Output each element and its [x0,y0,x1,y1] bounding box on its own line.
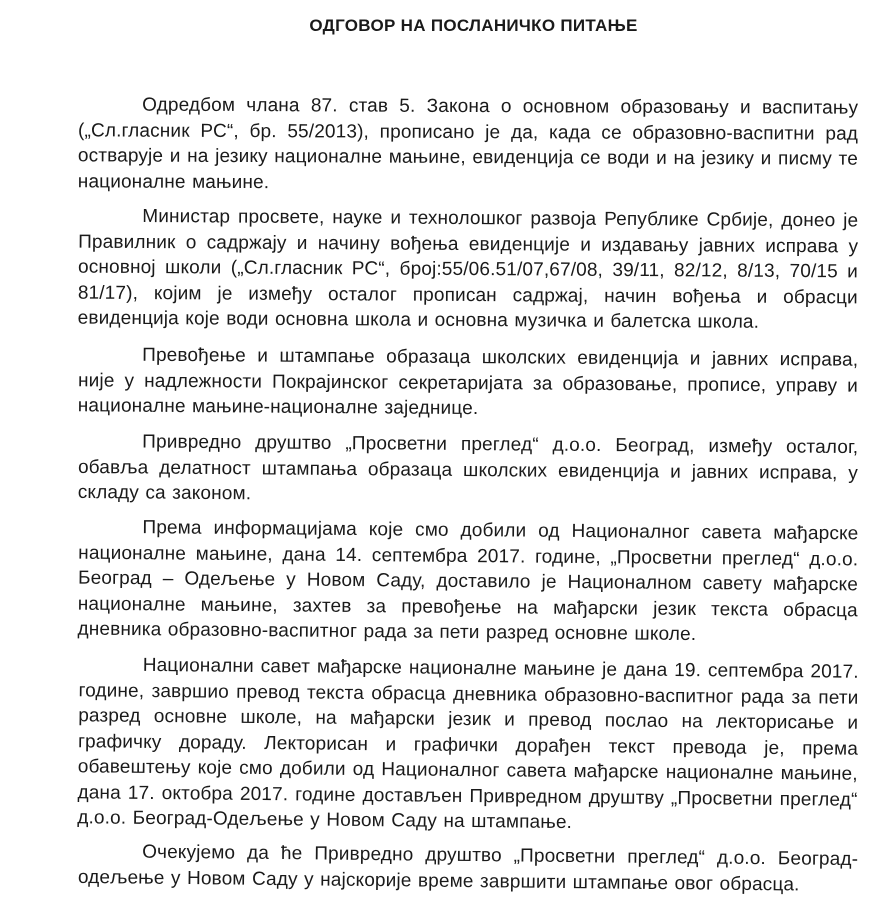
document-title: ОДГОВОР НА ПОСЛАНИЧКО ПИТАЊЕ [309,16,638,35]
paragraph-1: Одредбом члана 87. став 5. Закона о основном образовању и васпитању („Сл.гласник РС“, бр. 55/2013), прописано је да, када се образовно-васпитни рад остварује и на језику националне мањине, евиденција се води и на језику и писму те националне мањине. [77,94,859,193]
paragraph-5: Према информацијама које смо добили од Националног савета мађарске националне мањине, дана 14. септембра 2017. године, „Просветни преглед“ д.о.о. Београд – Одељење у Новом Саду, доставило је Националном савету мађарске националне мањине, захтев за превођење на мађарски језик текста обрасца дневника образовно-васпитног рада за пети разред основне школе. [77,517,859,645]
paragraph-3: Превођење и штампање образаца школских евиденција и јавних исправа, није у надлежности Покрајинског секретаријата за образовање, прописе, управу и националне мањине-националне заједнице. [77,344,859,420]
paragraph-4: Привредно друштво „Просветни преглед“ д.о.о. Београд, између осталог, обавља делатност штампања образаца школских евиденција и јавних исправа, у складу са законом. [77,431,859,505]
paragraph-2: Министар просвете, науке и технолошког развоја Републике Србије, донео је Правилник о садржају и начину вођења евиденције и издавању јавних исправа у основној школи („Сл.гласник РС“, број:55/06.51/07,67/08, 39/11, 82/12, 8/13, 70/15 и 81/17), којим је између осталог прописан садржај, начин вођења и обрасци евиденција које води основна школа и основна музичка и балетска школа. [77,206,859,333]
paragraph-7: Очекујемо да ће Привредно друштво „Просветни преглед“ д.о.о. Београд-одељење у Новом Саду у најскорије време завршити штампање овог обрасца. [77,841,859,895]
paragraph-6: Национални савет мађарске националне мањине је дана 19. септембра 2017. године, завршио превод текста обрасца дневника образовно-васпитног рада за пети разред основне школе, на мађарски језик и превод послао на лекторисање и графичку дораду. Лекторисан и графички дорађен текст превода је, према обавештењу које смо добили од Националног савета мађарске националне мањине, дана 17. октобра 2017. године достављен Привредном друштву „Просветни преглед“ д.о.о. Београд-Одељење у Новом Саду на штампање. [77,654,859,834]
